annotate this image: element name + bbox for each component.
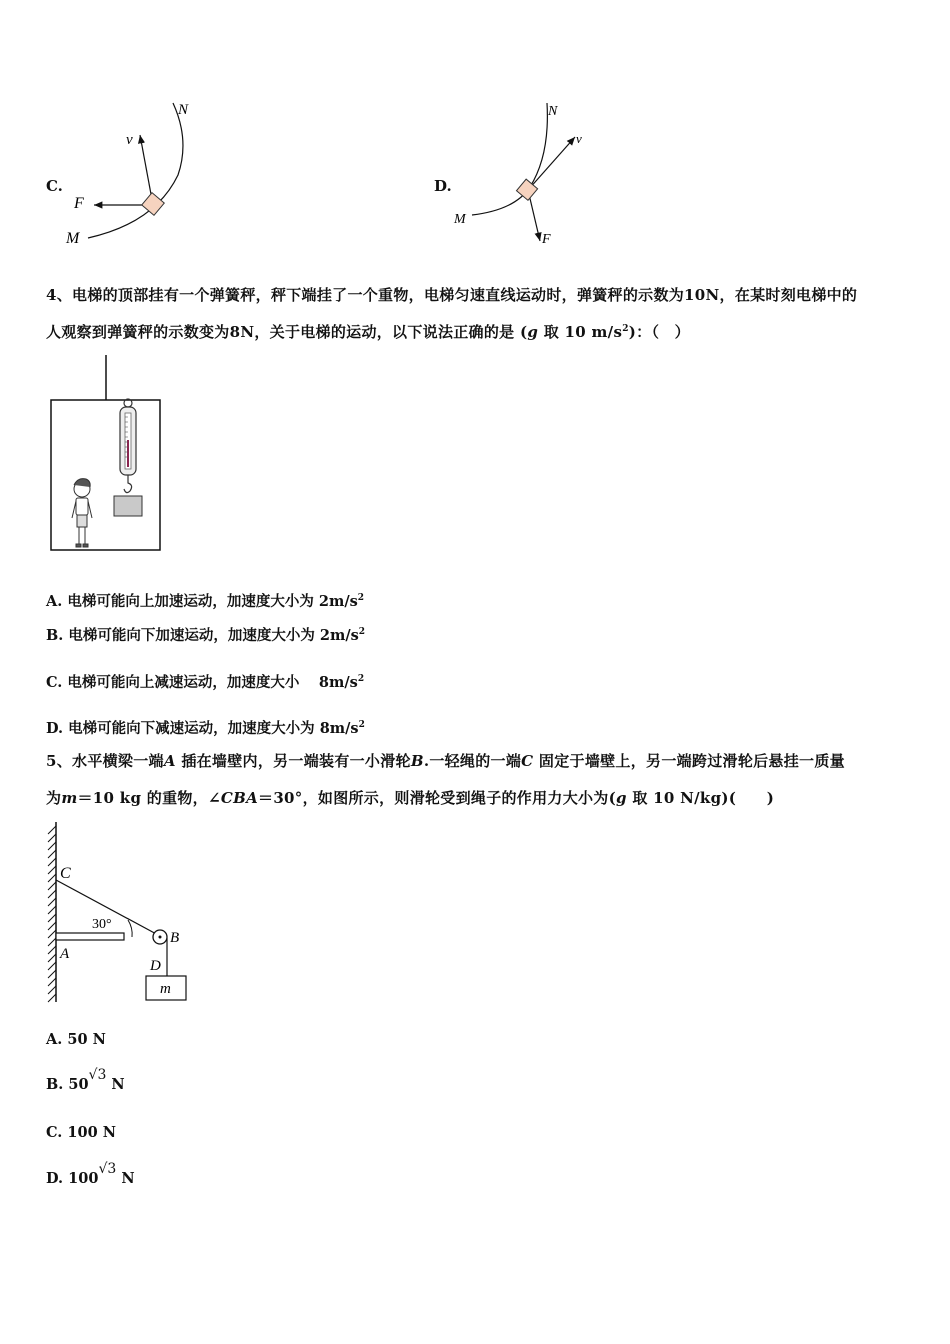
q5-option-a[interactable]: A. 50 N [46,1031,106,1048]
person-figure [72,479,92,547]
label-d: D [150,958,161,974]
q5-stem-line2: 为m＝10 kg 的重物，∠CBA＝30°，如图所示，则滑轮受到绳子的作用力大小为(g 取 10 N/kg)( ) [46,789,775,807]
label-m: M [66,230,80,247]
label-a: A [60,946,70,962]
velocity-arrow [528,137,575,190]
figure-option-d [450,95,610,255]
q4-option-d[interactable]: D. 电梯可能向下减速运动，加速度大小为 $8m/s^2$ [46,720,365,737]
label-v: v [576,131,582,146]
pulley-figure [40,820,200,1010]
label-m: M [454,212,466,227]
trajectory-curve [472,103,547,215]
option-d-label: D. [434,177,452,195]
elevator-box [51,400,160,550]
label-n: N [548,104,558,119]
wall-hatching [48,826,56,1002]
q5-stem-line1: 5、水平横梁一端A 插在墙壁内，另一端装有一小滑轮B.一轻绳的一端C 固定于墙壁上，另一端跨过滑轮后悬挂一质量 [46,752,845,770]
option-c-label: C. [46,177,63,195]
label-angle: 30° [92,917,112,932]
weight-block [114,496,142,516]
label-c: C [60,865,71,882]
figure-option-c [60,95,220,255]
label-f: F [74,195,84,212]
label-v: v [126,132,133,148]
q4-option-b[interactable]: B. 电梯可能向下加速运动，加速度大小为 $2m/s^2$ [46,627,366,644]
elevator-figure [48,355,168,555]
label-f: F [542,232,551,247]
label-m: m [160,981,171,997]
q4-option-a[interactable]: A. 电梯可能向上加速运动，加速度大小为 $2m/s^2$ [46,593,365,610]
q4-stem-line2: 人观察到弹簧秤的示数变为8N，关于电梯的运动，以下说法正确的是 (g 取 10 $m/s^2$)：（ ） [46,323,690,341]
trajectory-curve [88,103,183,238]
label-n: N [178,102,189,118]
q5-option-c[interactable]: C. 100 N [46,1124,116,1141]
sqrt3-radical: √3 [88,1067,107,1083]
block [142,193,165,216]
q4-stem-line1: 4、电梯的顶部挂有一个弹簧秤，秤下端挂了一个重物，电梯匀速直线运动时，弹簧秤的示数为10N，在某时刻电梯中的 [46,286,858,304]
beam [56,933,124,940]
q5-option-b[interactable]: B. 50√3 N [46,1067,125,1093]
label-b: B [170,930,180,946]
q5-option-d[interactable]: D. 100√3 N [46,1161,135,1187]
q4-option-c[interactable]: C. 电梯可能向上减速运动，加速度大小 $8m/s^2$ [46,674,365,691]
sqrt3-radical: √3 [98,1161,117,1177]
